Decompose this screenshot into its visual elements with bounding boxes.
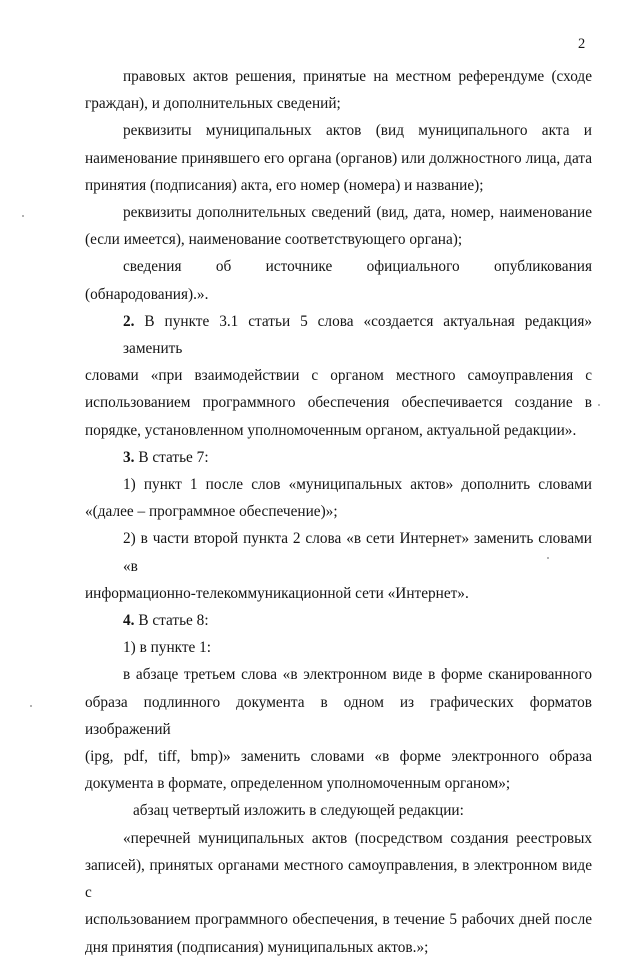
paragraph [85, 634, 592, 661]
page-number: 2 [578, 36, 586, 52]
text-line: дня принятия (подписания) муниципальных актов.»; [85, 938, 429, 956]
text-line: использованием программного обеспечения обеспечивается создание в [85, 394, 592, 412]
text-line [85, 444, 592, 471]
document-body [85, 63, 592, 961]
paragraph [85, 253, 592, 307]
text-line: (ipg, pdf, tiff, bmp)» заменить словами «в форме электронного образа [85, 748, 592, 766]
text-line: документа в формате, определенном уполномоченным органом»; [85, 775, 511, 793]
amendment-item-4 [85, 607, 592, 634]
text-line: реквизиты дополнительных сведений (вид, дата, номер, наименование [123, 204, 592, 222]
amendment-item-3 [85, 444, 592, 471]
text-line [85, 607, 592, 634]
text-line: образа подлинного документа в одном из графических форматов изображений [85, 693, 592, 738]
text-line: использованием программного обеспечения, в течение 5 рабочих дней после [85, 911, 592, 929]
amendment-item-2 [85, 308, 592, 444]
item-number: 4. [123, 612, 135, 630]
paragraph [85, 797, 592, 824]
paragraph [85, 825, 592, 961]
paragraph [85, 525, 592, 607]
text-fragment: В статье 7: [138, 448, 209, 466]
text-line: записей), принятых органами местного самоуправления, в электронном виде с [85, 856, 592, 902]
text-fragment: В статье 8: [138, 612, 209, 630]
text-line: «(далее – программное обеспечение)»; [85, 503, 338, 521]
paragraph [85, 471, 592, 525]
text-line: 2) в части второй пункта 2 слова «в сети Интернет» заменить словами «в [123, 530, 592, 575]
text-line: информационно-телекоммуникационной сети «Интернет». [85, 584, 469, 602]
text-line: наименование принявшего его органа (органов) или должностного лица, дата [85, 149, 592, 167]
text-line: 1) пункт 1 после слов «муниципальных актов» дополнить словами [123, 476, 592, 494]
text-fragment: В пункте 3.1 статьи 5 слова «создается актуальная редакция» заменить [123, 312, 593, 358]
text-line: порядке, установленном уполномоченным органом, актуальной редакции». [85, 421, 577, 439]
scan-speck [598, 404, 600, 406]
scan-speck [22, 215, 24, 217]
text-line: 1) в пункте 1: [123, 639, 212, 657]
item-number: 3. [123, 448, 135, 466]
text-line: (обнародования).». [85, 285, 209, 303]
text-line: реквизиты муниципальных актов (вид муниципального акта и [123, 122, 592, 140]
paragraph [85, 63, 592, 117]
text-line: в абзаце третьем слова «в электронном виде в форме сканированного [123, 666, 592, 684]
text-line: правовых актов решения, принятые на местном референдуме (сходе [123, 68, 592, 85]
item-number: 2. [123, 312, 135, 330]
text-line: граждан), и дополнительных сведений; [85, 95, 341, 113]
text-line: (если имеется), наименование соответствующего органа); [85, 231, 463, 249]
text-line: абзац четвертый изложить в следующей редакции: [133, 802, 464, 820]
text-line: словами «при взаимодействии с органом местного самоуправления с [85, 367, 592, 385]
paragraph [85, 199, 592, 253]
text-line: «перечней муниципальных актов (посредством создания реестровых [123, 829, 592, 847]
paragraph [85, 661, 592, 797]
text-line [85, 308, 592, 362]
text-line: сведения об источнике официального опубликования [123, 258, 592, 276]
scan-speck [547, 557, 549, 559]
scan-speck [30, 705, 32, 707]
text-line: принятия (подписания) акта, его номер (номера) и название); [85, 176, 484, 194]
paragraph [85, 117, 592, 199]
